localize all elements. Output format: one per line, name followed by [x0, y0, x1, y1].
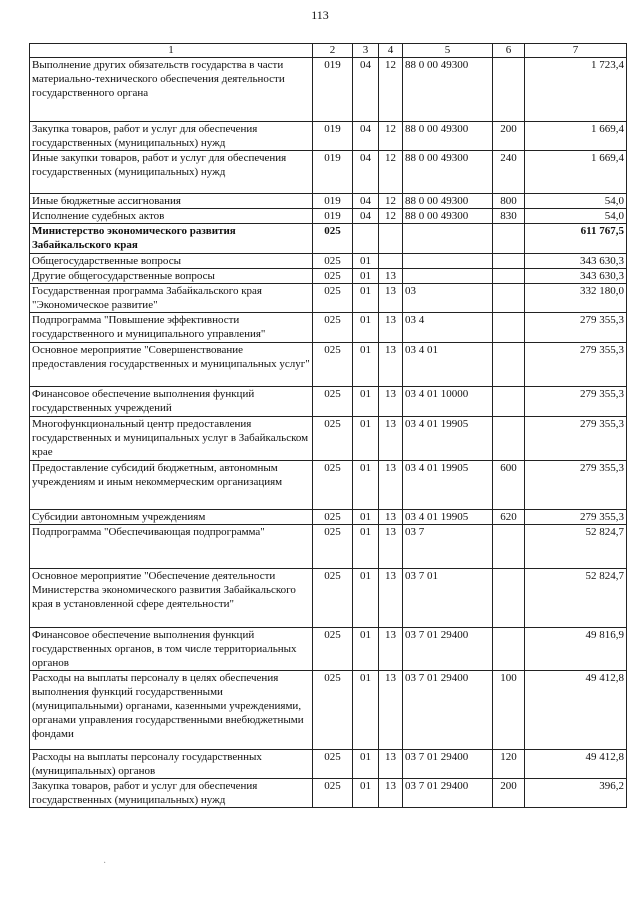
ministry-code-cell: 025 [313, 269, 353, 284]
expense-type-cell [493, 58, 525, 122]
budget-table [29, 43, 627, 808]
expense-type-cell [493, 284, 525, 313]
section-code-cell: 01 [353, 417, 379, 461]
amount-cell: 343 630,3 [525, 269, 627, 284]
subsection-code-cell: 13 [379, 569, 403, 628]
table-row [30, 343, 627, 387]
table-row [30, 313, 627, 343]
subsection-code-cell: 12 [379, 122, 403, 151]
amount-cell: 1 669,4 [525, 122, 627, 151]
subsection-code-cell: 13 [379, 628, 403, 671]
subsection-code-cell: 12 [379, 58, 403, 122]
table-row [30, 569, 627, 628]
name-cell: Закупка товаров, работ и услуг для обеспечения государственных (муниципальных) нужд [30, 779, 313, 808]
expense-type-cell [493, 343, 525, 387]
expense-type-cell [493, 313, 525, 343]
amount-cell: 611 767,5 [525, 224, 627, 254]
target-article-cell: 03 7 01 [403, 569, 493, 628]
section-code-cell: 01 [353, 461, 379, 510]
target-article-cell: 03 7 [403, 525, 493, 569]
subsection-code-cell: 13 [379, 750, 403, 779]
expense-type-cell: 200 [493, 779, 525, 808]
target-article-cell: 03 7 01 29400 [403, 750, 493, 779]
expense-type-cell: 620 [493, 510, 525, 525]
name-cell: Расходы на выплаты персоналу в целях обеспечения выполнения функций государственными (муниципальными) органами, казенными учреждениями, органами управления государственными внебюджетными фондами [30, 671, 313, 750]
expense-type-cell: 800 [493, 194, 525, 209]
section-code-cell: 01 [353, 387, 379, 417]
name-cell: Иные закупки товаров, работ и услуг для обеспечения государственных (муниципальных) нужд [30, 151, 313, 194]
section-code-cell: 01 [353, 628, 379, 671]
ministry-code-cell: 025 [313, 387, 353, 417]
amount-cell: 1 669,4 [525, 151, 627, 194]
amount-cell: 52 824,7 [525, 525, 627, 569]
table-row [30, 461, 627, 510]
subsection-code-cell: 13 [379, 284, 403, 313]
table-row [30, 387, 627, 417]
ministry-code-cell: 025 [313, 510, 353, 525]
name-cell: Подпрограмма "Обеспечивающая подпрограмма" [30, 525, 313, 569]
ministry-code-cell: 025 [313, 313, 353, 343]
name-cell: Закупка товаров, работ и услуг для обеспечения государственных (муниципальных) нужд [30, 122, 313, 151]
ministry-code-cell: 025 [313, 224, 353, 254]
subsection-code-cell: 13 [379, 343, 403, 387]
name-cell: Субсидии автономным учреждениям [30, 510, 313, 525]
amount-cell: 279 355,3 [525, 387, 627, 417]
expense-type-cell [493, 569, 525, 628]
section-code-cell: 01 [353, 779, 379, 808]
subsection-code-cell: 12 [379, 194, 403, 209]
target-article-cell: 03 4 01 19905 [403, 417, 493, 461]
table-row [30, 510, 627, 525]
section-code-cell: 01 [353, 525, 379, 569]
table-row [30, 750, 627, 779]
section-code-cell: 01 [353, 343, 379, 387]
name-cell: Основное мероприятие "Обеспечение деятельности Министерства экономического развития Забайкальского края в установленной сфере деятельности" [30, 569, 313, 628]
subsection-code-cell [379, 224, 403, 254]
target-article-cell: 03 7 01 29400 [403, 628, 493, 671]
subsection-code-cell [379, 254, 403, 269]
subsection-code-cell: 12 [379, 209, 403, 224]
expense-type-cell [493, 224, 525, 254]
table-row [30, 224, 627, 254]
amount-cell: 332 180,0 [525, 284, 627, 313]
amount-cell: 279 355,3 [525, 417, 627, 461]
target-article-cell: 03 7 01 29400 [403, 671, 493, 750]
header-cell: 7 [525, 44, 627, 58]
ministry-code-cell: 025 [313, 525, 353, 569]
name-cell: Финансовое обеспечение выполнения функций государственных учреждений [30, 387, 313, 417]
target-article-cell: 88 0 00 49300 [403, 209, 493, 224]
name-cell: Другие общегосударственные вопросы [30, 269, 313, 284]
section-code-cell [353, 224, 379, 254]
amount-cell: 49 816,9 [525, 628, 627, 671]
target-article-cell: 03 4 01 [403, 343, 493, 387]
name-cell: Государственная программа Забайкальского края "Экономическое развитие" [30, 284, 313, 313]
ministry-code-cell: 025 [313, 671, 353, 750]
name-cell: Подпрограмма "Повышение эффективности государственного и муниципального управления" [30, 313, 313, 343]
expense-type-cell: 240 [493, 151, 525, 194]
target-article-cell: 88 0 00 49300 [403, 151, 493, 194]
amount-cell: 396,2 [525, 779, 627, 808]
ministry-code-cell: 019 [313, 194, 353, 209]
expense-type-cell: 600 [493, 461, 525, 510]
target-article-cell: 03 [403, 284, 493, 313]
table-row [30, 525, 627, 569]
ministry-code-cell: 025 [313, 343, 353, 387]
name-cell: Многофункциональный центр предоставления государственных и муниципальных услуг в Забайкальском крае [30, 417, 313, 461]
table-row [30, 122, 627, 151]
ministry-code-cell: 019 [313, 209, 353, 224]
amount-cell: 279 355,3 [525, 510, 627, 525]
expense-type-cell [493, 269, 525, 284]
table-row [30, 58, 627, 122]
subsection-code-cell: 13 [379, 671, 403, 750]
section-code-cell: 04 [353, 209, 379, 224]
section-code-cell: 01 [353, 254, 379, 269]
header-cell: 5 [403, 44, 493, 58]
table-body [30, 58, 627, 808]
ministry-code-cell: 025 [313, 461, 353, 510]
expense-type-cell: 120 [493, 750, 525, 779]
header-cell: 3 [353, 44, 379, 58]
target-article-cell [403, 269, 493, 284]
subsection-code-cell: 12 [379, 151, 403, 194]
target-article-cell [403, 254, 493, 269]
ministry-code-cell: 025 [313, 628, 353, 671]
expense-type-cell [493, 417, 525, 461]
name-cell: Исполнение судебных актов [30, 209, 313, 224]
ministry-code-cell: 025 [313, 417, 353, 461]
name-cell: Общегосударственные вопросы [30, 254, 313, 269]
amount-cell: 279 355,3 [525, 461, 627, 510]
header-cell: 2 [313, 44, 353, 58]
ministry-code-cell: 025 [313, 284, 353, 313]
expense-type-cell [493, 525, 525, 569]
subsection-code-cell: 13 [379, 269, 403, 284]
name-cell: Выполнение других обязательств государства в части материально-технического обеспечения деятельности государственного органа [30, 58, 313, 122]
section-code-cell: 01 [353, 671, 379, 750]
expense-type-cell [493, 628, 525, 671]
subsection-code-cell: 13 [379, 387, 403, 417]
section-code-cell: 04 [353, 122, 379, 151]
section-code-cell: 01 [353, 510, 379, 525]
table-row [30, 671, 627, 750]
expense-type-cell: 830 [493, 209, 525, 224]
table-row [30, 209, 627, 224]
amount-cell: 54,0 [525, 209, 627, 224]
target-article-cell: 03 4 01 19905 [403, 461, 493, 510]
header-cell: 6 [493, 44, 525, 58]
name-cell: Министерство экономического развития Забайкальского края [30, 224, 313, 254]
target-article-cell: 88 0 00 49300 [403, 122, 493, 151]
table-row [30, 254, 627, 269]
subsection-code-cell: 13 [379, 525, 403, 569]
ministry-code-cell: 019 [313, 58, 353, 122]
name-cell: Иные бюджетные ассигнования [30, 194, 313, 209]
amount-cell: 52 824,7 [525, 569, 627, 628]
section-code-cell: 01 [353, 313, 379, 343]
table-row [30, 417, 627, 461]
section-code-cell: 01 [353, 750, 379, 779]
amount-cell: 343 630,3 [525, 254, 627, 269]
amount-cell: 1 723,4 [525, 58, 627, 122]
expense-type-cell [493, 387, 525, 417]
subsection-code-cell: 13 [379, 461, 403, 510]
page-number: 113 [311, 8, 329, 22]
amount-cell: 54,0 [525, 194, 627, 209]
ministry-code-cell: 025 [313, 254, 353, 269]
name-cell: Основное мероприятие "Совершенствование предоставления государственных и муниципальных услуг" [30, 343, 313, 387]
table-row [30, 779, 627, 808]
amount-cell: 279 355,3 [525, 343, 627, 387]
subsection-code-cell: 13 [379, 313, 403, 343]
target-article-cell: 88 0 00 49300 [403, 58, 493, 122]
ministry-code-cell: 019 [313, 122, 353, 151]
name-cell: Расходы на выплаты персоналу государственных (муниципальных) органов [30, 750, 313, 779]
table-row [30, 151, 627, 194]
header-row [30, 44, 627, 58]
subsection-code-cell: 13 [379, 779, 403, 808]
table-row [30, 628, 627, 671]
scan-mark: · [103, 858, 107, 869]
target-article-cell: 88 0 00 49300 [403, 194, 493, 209]
target-article-cell: 03 4 01 19905 [403, 510, 493, 525]
target-article-cell [403, 224, 493, 254]
expense-type-cell [493, 254, 525, 269]
name-cell: Предоставление субсидий бюджетным, автономным учреждениям и иным некоммерческим организациям [30, 461, 313, 510]
amount-cell: 49 412,8 [525, 750, 627, 779]
table-row [30, 284, 627, 313]
subsection-code-cell: 13 [379, 510, 403, 525]
table-row [30, 269, 627, 284]
section-code-cell: 01 [353, 269, 379, 284]
table-row [30, 194, 627, 209]
header-cell: 4 [379, 44, 403, 58]
ministry-code-cell: 019 [313, 151, 353, 194]
section-code-cell: 04 [353, 58, 379, 122]
ministry-code-cell: 025 [313, 569, 353, 628]
expense-type-cell: 200 [493, 122, 525, 151]
name-cell: Финансовое обеспечение выполнения функций государственных органов, в том числе территориальных органов [30, 628, 313, 671]
subsection-code-cell: 13 [379, 417, 403, 461]
amount-cell: 49 412,8 [525, 671, 627, 750]
target-article-cell: 03 4 01 10000 [403, 387, 493, 417]
section-code-cell: 01 [353, 284, 379, 313]
target-article-cell: 03 4 [403, 313, 493, 343]
ministry-code-cell: 025 [313, 779, 353, 808]
ministry-code-cell: 025 [313, 750, 353, 779]
expense-type-cell: 100 [493, 671, 525, 750]
section-code-cell: 04 [353, 194, 379, 209]
section-code-cell: 04 [353, 151, 379, 194]
target-article-cell: 03 7 01 29400 [403, 779, 493, 808]
section-code-cell: 01 [353, 569, 379, 628]
amount-cell: 279 355,3 [525, 313, 627, 343]
header-cell: 1 [30, 44, 313, 58]
